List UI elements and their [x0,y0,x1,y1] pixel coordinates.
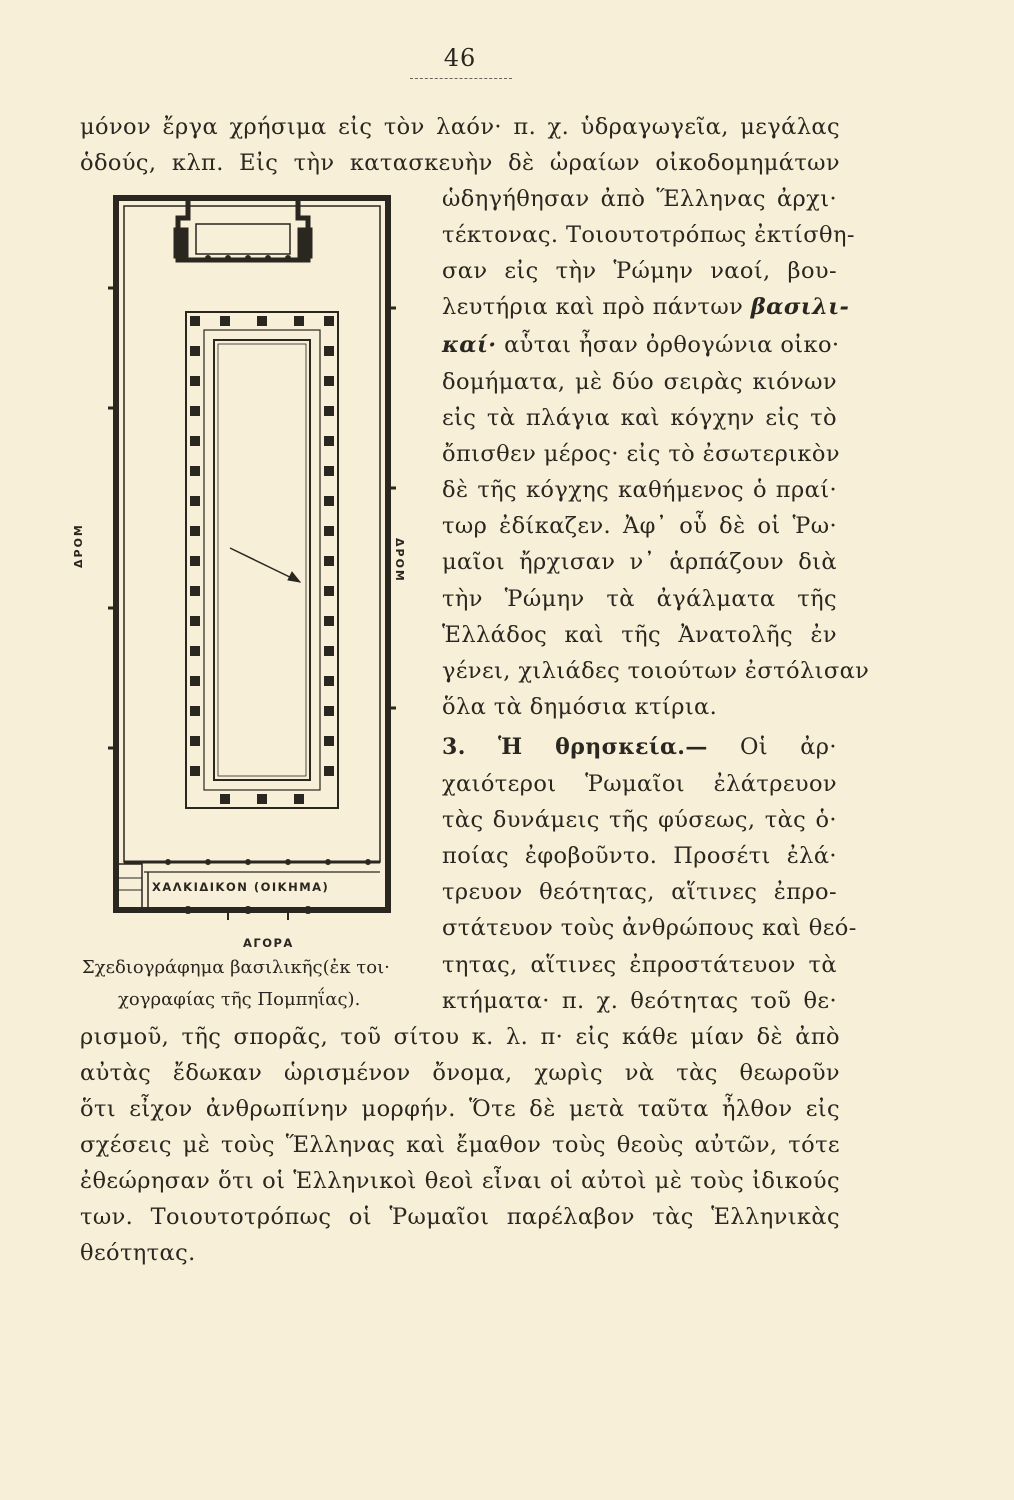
figure-caption-line: Σχεδιογράφημα βασιλικῆς(ἐκ τοι· [82,957,390,978]
text-line: αὐτὰς ἔδωκαν ὡρισμένον ὄνομα, χωρὶς νὰ τὰς θεωροῦν [80,1060,840,1086]
column-marker [220,794,230,804]
column-marker [324,766,334,776]
page-number-rule [410,78,512,79]
column-marker [324,586,334,596]
page-number: 46 [443,44,477,72]
column-marker [257,316,267,326]
text-segment: Οἱ ἀρ· [739,734,837,760]
column-marker [190,556,200,566]
column-marker [190,766,200,776]
text-line: μαῖοι ἤρχισαν ν᾿ ἁρπάζουν διὰ [442,549,837,575]
text-line: τέκτονας. Τοιουτοτρόπως ἐκτίσθη- [442,222,855,248]
text-segment: λευτήρια καὶ πρὸ πάντων [442,294,744,320]
column-marker [324,646,334,656]
text-line: τὴν Ῥώμην τὰ ἀγάλματα τῆς [442,586,837,612]
column-marker [324,616,334,626]
text-line: ὡδηγήθησαν ἀπὸ Ἕλληνας ἀρχι· [442,186,837,212]
section-heading-line [442,732,837,762]
basilica-floor-plan [72,188,418,958]
bold-term-basilica: καί· [442,332,497,358]
column-marker [324,496,334,506]
text-line: στάτευον τοὺς ἀνθρώπους καὶ θεό- [442,915,857,941]
section-title: Ἡ θρησκεία.— [497,734,708,760]
column-marker [190,736,200,746]
column-marker [190,586,200,596]
column-marker [324,736,334,746]
text-line: σαν εἰς τὴν Ῥώμην ναοί, βου- [442,258,837,284]
road-label-left: ΔΡΟΜ [72,523,85,568]
column-marker [324,676,334,686]
column-marker [190,376,200,386]
column-markers [190,316,334,804]
column-marker [324,556,334,566]
column-marker [190,526,200,536]
text-line: τητας, αἵτινες ἐπροστάτευον τὰ [442,952,837,978]
column-marker [324,376,334,386]
column-marker [190,646,200,656]
column-marker [190,706,200,716]
figure-caption-line: χογραφίας τῆς Πομπηΐας). [118,989,361,1010]
column-marker [190,406,200,416]
agora-label: ΑΓΟΡΑ [243,936,294,950]
text-line: ὁδούς, κλπ. Εἰς τὴν κατασκευὴν δὲ ὡραίων οἰκοδομημάτων [80,150,840,176]
text-line: μόνον ἔργα χρήσιμα εἰς τὸν λαόν· π. χ. ὑδραγωγεῖα, μεγάλας [80,114,840,140]
column-marker [324,346,334,356]
text-line: γένει, χιλιάδες τοιούτων ἐστόλισαν [442,658,870,684]
text-line: δὲ τῆς κόγχης καθήμενος ὁ πραί· [442,477,837,503]
text-line: ρισμοῦ, τῆς σπορᾶς, τοῦ σίτου κ. λ. π· εἰς κάθε μίαν δὲ ἀπὸ [80,1024,840,1050]
column-marker [257,794,267,804]
column-marker [324,706,334,716]
text-line: ποίας ἐφοβοῦντο. Προσέτι ἐλά· [442,843,837,869]
column-marker [190,466,200,476]
text-line-with-bold-term [442,330,840,360]
column-marker [294,794,304,804]
text-line: τωρ ἐδίκαζεν. Ἀφ᾿ οὗ δὲ οἱ Ῥω· [442,513,837,539]
text-segment: αὗται ἦσαν ὀρθογώνια οἰκο· [504,332,840,358]
column-marker [190,316,200,326]
floor-plan-drawing [78,188,418,958]
text-line: τὰς δυνάμεις τῆς φύσεως, τὰς ὁ· [442,807,837,833]
column-marker [324,466,334,476]
column-marker [190,676,200,686]
text-line: Ἑλλάδος καὶ τῆς Ἀνατολῆς ἐν [442,622,837,648]
column-marker [324,526,334,536]
text-line: των. Τοιουτοτρόπως οἱ Ῥωμαῖοι παρέλαβον τὰς Ἑλληνικὰς [80,1204,840,1230]
column-marker [324,436,334,446]
column-marker [324,316,334,326]
text-line-with-bold-term [442,292,850,322]
text-line: ἐθεώρησαν ὅτι οἱ Ἑλληνικοὶ θεοὶ εἶναι οἱ αὐτοὶ μὲ τοὺς ἰδικούς [80,1168,840,1194]
text-line: χαιότεροι Ῥωμαῖοι ἐλάτρευον [442,771,837,797]
text-line: τρευον θεότητας, αἵτινες ἐπρο- [442,879,837,905]
column-marker [190,616,200,626]
road-label-right: ΔΡΟΜ [393,538,406,583]
text-line: εἰς τὰ πλάγια καὶ κόγχην εἰς τὸ [442,405,837,431]
chalcidicum-label: ΧΑΛΚΙΔΙΚΟΝ (ΟΙΚΗΜΑ) [152,880,330,894]
column-marker [294,316,304,326]
column-marker [220,316,230,326]
column-marker [324,406,334,416]
text-line: ὅτι εἶχον ἀνθρωπίνην μορφήν. Ὅτε δὲ μετὰ ταῦτα ἦλθον εἰς [80,1096,840,1122]
text-line: δομήματα, μὲ δύο σειρὰς κιόνων [442,369,837,395]
text-line: ὅλα τὰ δημόσια κτίρια. [442,694,718,720]
text-line: θεότητας. [80,1240,196,1266]
column-marker [190,496,200,506]
text-line: κτήματα· π. χ. θεότητας τοῦ θε· [442,988,837,1014]
column-marker [190,346,200,356]
text-line: σχέσεις μὲ τοὺς Ἕλληνας καὶ ἔμαθον τοὺς θεοὺς αὐτῶν, τότε [80,1132,840,1158]
bold-term-basilica: βασιλι- [750,294,850,320]
column-marker [190,436,200,446]
section-number: 3. [442,734,466,760]
text-line: ὄπισθεν μέρος· εἰς τὸ ἐσωτερικὸν [442,441,840,467]
